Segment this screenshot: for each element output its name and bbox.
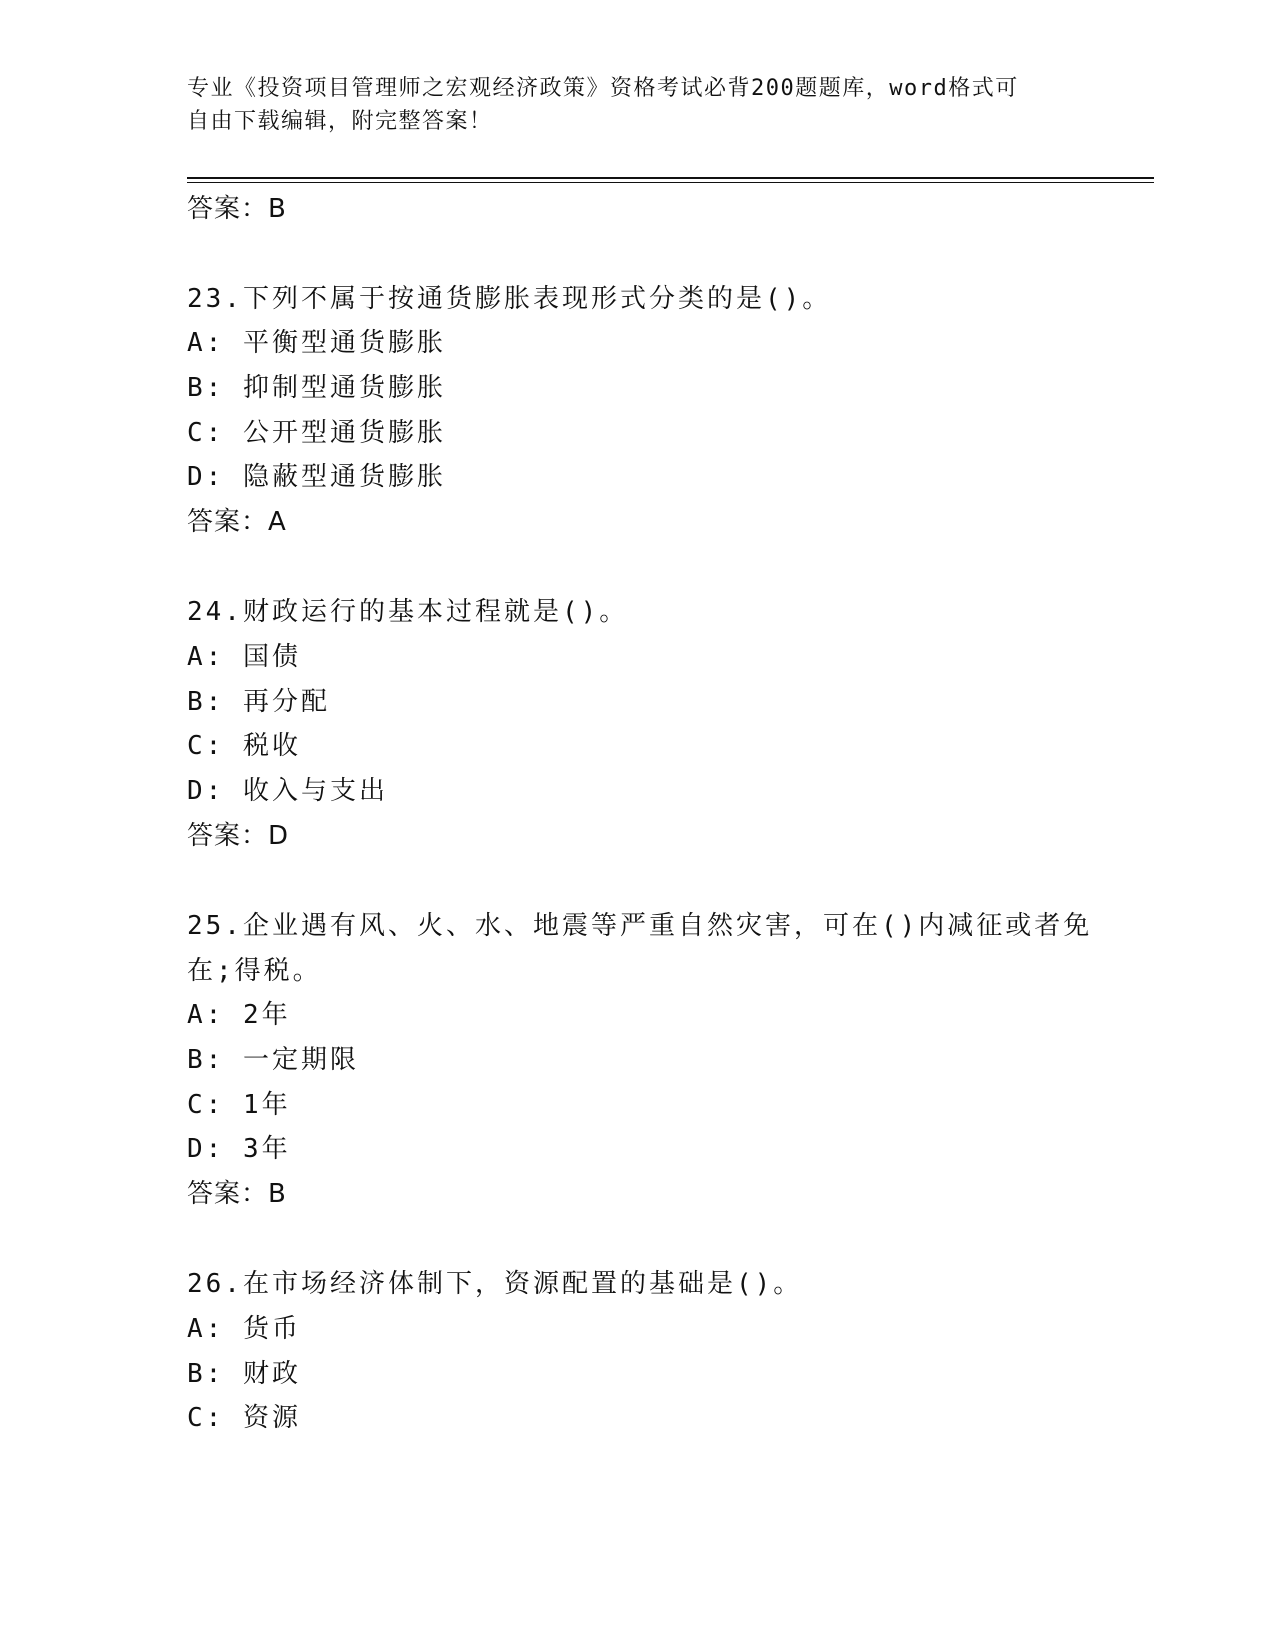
question-26-option-c: C: 资源 bbox=[187, 1403, 301, 1433]
question-26-option-a: A: 货币 bbox=[187, 1314, 301, 1344]
question-24-stem: 24.财政运行的基本过程就是()。 bbox=[187, 597, 629, 627]
question-26-stem: 26.在市场经济体制下，资源配置的基础是()。 bbox=[187, 1269, 803, 1299]
question-24-option-c: C: 税收 bbox=[187, 731, 301, 761]
question-23-option-a: A: 平衡型通货膨胀 bbox=[187, 328, 446, 358]
header-rule-thick bbox=[187, 177, 1154, 179]
question-26-option-b: B: 财政 bbox=[187, 1359, 301, 1389]
header-line-2: 自由下载编辑，附完整答案！ bbox=[187, 109, 493, 134]
question-23-option-d: D: 隐蔽型通货膨胀 bbox=[187, 462, 446, 492]
question-25-answer: 答案：B bbox=[187, 1179, 287, 1209]
question-25-option-b: B: 一定期限 bbox=[187, 1045, 359, 1075]
header-line-1: 专业《投资项目管理师之宏观经济政策》资格考试必背200题题库，word格式可 bbox=[187, 76, 1019, 101]
question-23-option-b: B: 抑制型通货膨胀 bbox=[187, 373, 446, 403]
question-25-option-d: D: 3年 bbox=[187, 1134, 291, 1164]
question-25-option-a: A: 2年 bbox=[187, 1000, 291, 1030]
question-24-option-b: B: 再分配 bbox=[187, 687, 330, 717]
question-23-option-c: C: 公开型通货膨胀 bbox=[187, 418, 446, 448]
question-24-option-a: A: 国债 bbox=[187, 642, 301, 672]
question-24-answer: 答案：D bbox=[187, 821, 290, 851]
document-header bbox=[187, 72, 1067, 138]
header-rule-thin bbox=[187, 182, 1154, 183]
question-24-option-d: D: 收入与支出 bbox=[187, 776, 388, 806]
question-23-stem: 23.下列不属于按通货膨胀表现形式分类的是()。 bbox=[187, 284, 832, 314]
question-23-answer: 答案：A bbox=[187, 507, 287, 537]
question-25-option-c: C: 1年 bbox=[187, 1090, 291, 1120]
previous-answer: 答案：B bbox=[187, 194, 287, 224]
question-25-stem-line-2: 在;得税。 bbox=[187, 956, 322, 986]
question-25-stem-line-1: 25.企业遇有风、火、水、地震等严重自然灾害，可在()内减征或者免 bbox=[187, 911, 1093, 941]
